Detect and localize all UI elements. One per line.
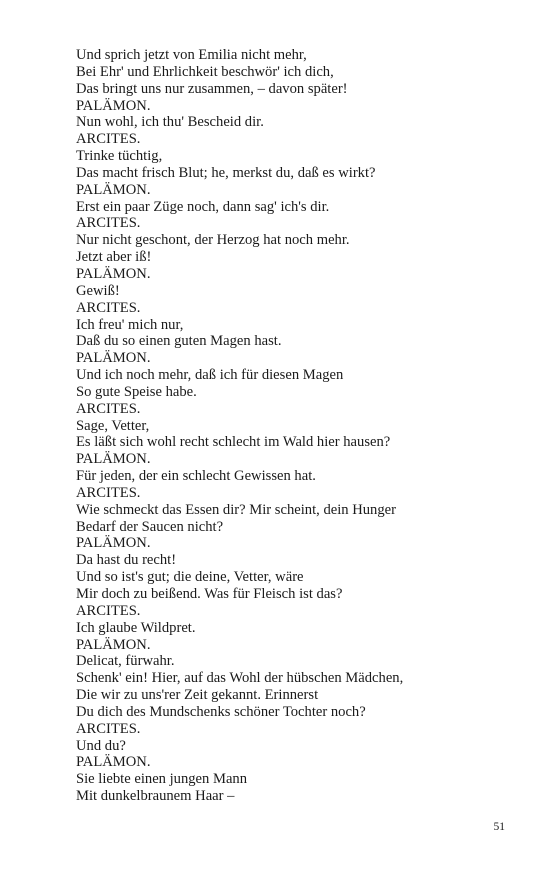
text-line: Mir doch zu beißend. Was für Fleisch ist das?	[76, 586, 343, 602]
text-line: Du dich des Mundschenks schöner Tochter noch?	[76, 703, 366, 720]
text-line: Für jeden, der ein schlecht Gewissen hat.	[76, 468, 316, 485]
text-line: Und ich noch mehr, daß ich für diesen Magen	[76, 367, 344, 384]
text-line: Das macht frisch Blut; he, merkst du, daß es wirkt?	[76, 164, 376, 181]
text-line: Schenk' ein! Hier, auf das Wohl der hübschen Mädchen,	[76, 670, 404, 687]
text-line: Die wir zu uns'rer Zeit gekannt. Erinnerst	[76, 687, 319, 704]
speaker-name: ARCITES.	[76, 299, 141, 316]
text-line: Gewiß!	[76, 282, 120, 299]
text-line: Erst ein paar Züge noch, dann sag' ich's dir.	[76, 198, 330, 215]
speaker-name: ARCITES.	[76, 602, 141, 619]
speaker-name: PALÄMON.	[76, 754, 151, 771]
text-line: Wie schmeckt das Essen dir? Mir scheint, dein Hunger	[76, 501, 396, 518]
text-line: Ich freu' mich nur,	[76, 316, 184, 333]
text-line: Nun wohl, ich thu' Bescheid dir.	[76, 114, 264, 131]
speaker-name: PALÄMON.	[76, 535, 151, 552]
text-line: Sage, Vetter,	[76, 417, 150, 434]
text-line: Sie liebte einen jungen Mann	[76, 771, 248, 788]
speaker-name: PALÄMON.	[76, 97, 151, 114]
speaker-name: PALÄMON.	[76, 451, 151, 468]
text-line: Mit dunkelbraunem Haar –	[76, 788, 235, 805]
text-line: So gute Speise habe.	[76, 383, 197, 400]
speaker-name: PALÄMON.	[76, 636, 151, 653]
text-line: Und sprich jetzt von Emilia nicht mehr,	[76, 47, 307, 63]
speaker-name: ARCITES.	[76, 131, 141, 148]
text-line: Bei Ehr' und Ehrlichkeit beschwör' ich dich,	[76, 63, 334, 80]
text-line: Jetzt aber iß!	[76, 249, 152, 266]
speaker-name: PALÄMON.	[76, 181, 151, 198]
page-number: 51	[493, 821, 505, 833]
text-line: Trinke tüchtig,	[76, 148, 163, 165]
text-line: Und so ist's gut; die deine, Vetter, wäre	[76, 569, 304, 586]
text-line: Bedarf der Saucen nicht?	[76, 518, 224, 535]
speaker-name: ARCITES.	[76, 400, 141, 417]
speaker-name: ARCITES.	[76, 484, 141, 501]
dialogue-text	[76, 47, 516, 805]
text-line: Ich glaube Wildpret.	[76, 619, 196, 636]
speaker-name: PALÄMON.	[76, 350, 151, 367]
text-line: Da hast du recht!	[76, 552, 177, 569]
text-line: Und du?	[76, 737, 126, 754]
text-line: Nur nicht geschont, der Herzog hat noch mehr.	[76, 232, 350, 249]
text-line: Delicat, fürwahr.	[76, 653, 175, 670]
speaker-name: PALÄMON.	[76, 265, 151, 282]
speaker-name: ARCITES.	[76, 720, 141, 737]
text-line: Das bringt uns nur zusammen, – davon später!	[76, 80, 348, 97]
text-line: Daß du so einen guten Magen hast.	[76, 333, 282, 350]
text-line: Es läßt sich wohl recht schlecht im Wald hier hausen?	[76, 434, 391, 451]
speaker-name: ARCITES.	[76, 215, 141, 232]
